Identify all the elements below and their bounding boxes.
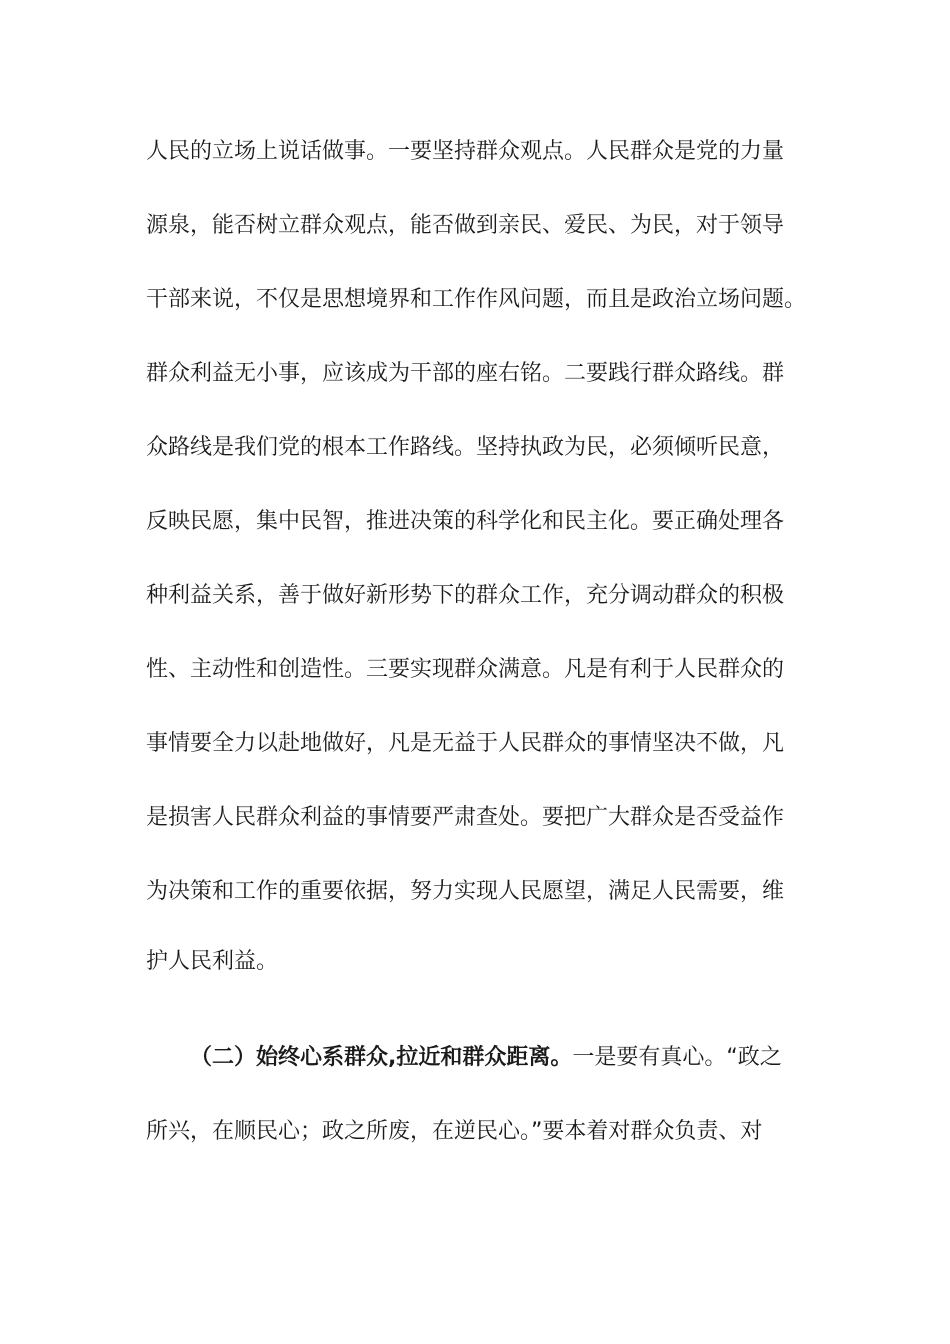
body-text-line: 群众利益无小事，应该成为干部的座右铭。二要践行群众路线。群	[146, 361, 785, 386]
body-text-line: 反映民愿，集中民智，推进决策的科学化和民主化。要正确处理各	[146, 509, 785, 534]
body-text-line: 源泉，能否树立群众观点，能否做到亲民、爱民、为民，对于领导	[146, 213, 785, 238]
body-text-line: 性、主动性和创造性。三要实现群众满意。凡是有利于人民群众的	[146, 657, 785, 682]
body-text-line: 人民的立场上说话做事。一要坚持群众观点。人民群众是党的力量	[146, 139, 785, 164]
body-text-line: 所兴，在顺民心；政之所废，在逆民心。”要本着对群众负责、对	[146, 1119, 763, 1144]
body-text-line: 干部来说，不仅是思想境界和工作作风问题，而且是政治立场问题。	[146, 287, 807, 312]
body-text-line: 种利益关系，善于做好新形势下的群众工作，充分调动群众的积极	[146, 583, 785, 608]
section-heading-line	[190, 1040, 782, 1076]
body-text-line: 众路线是我们党的根本工作路线。坚持执政为民，必须倾听民意，	[146, 435, 785, 460]
section-heading: （二）始终心系群众,拉近和群众距离。	[190, 1045, 573, 1070]
section-heading-rest: 一是要有真心。“政之	[572, 1045, 782, 1070]
body-text-line: 是损害人民群众利益的事情要严肃查处。要把广大群众是否受益作	[146, 805, 785, 830]
body-text-line: 事情要全力以赴地做好，凡是无益于人民群众的事情坚决不做，凡	[146, 731, 785, 756]
body-text-line: 护人民利益。	[146, 949, 279, 974]
body-text-line: 为决策和工作的重要依据，努力实现人民愿望，满足人民需要，维	[146, 879, 785, 904]
